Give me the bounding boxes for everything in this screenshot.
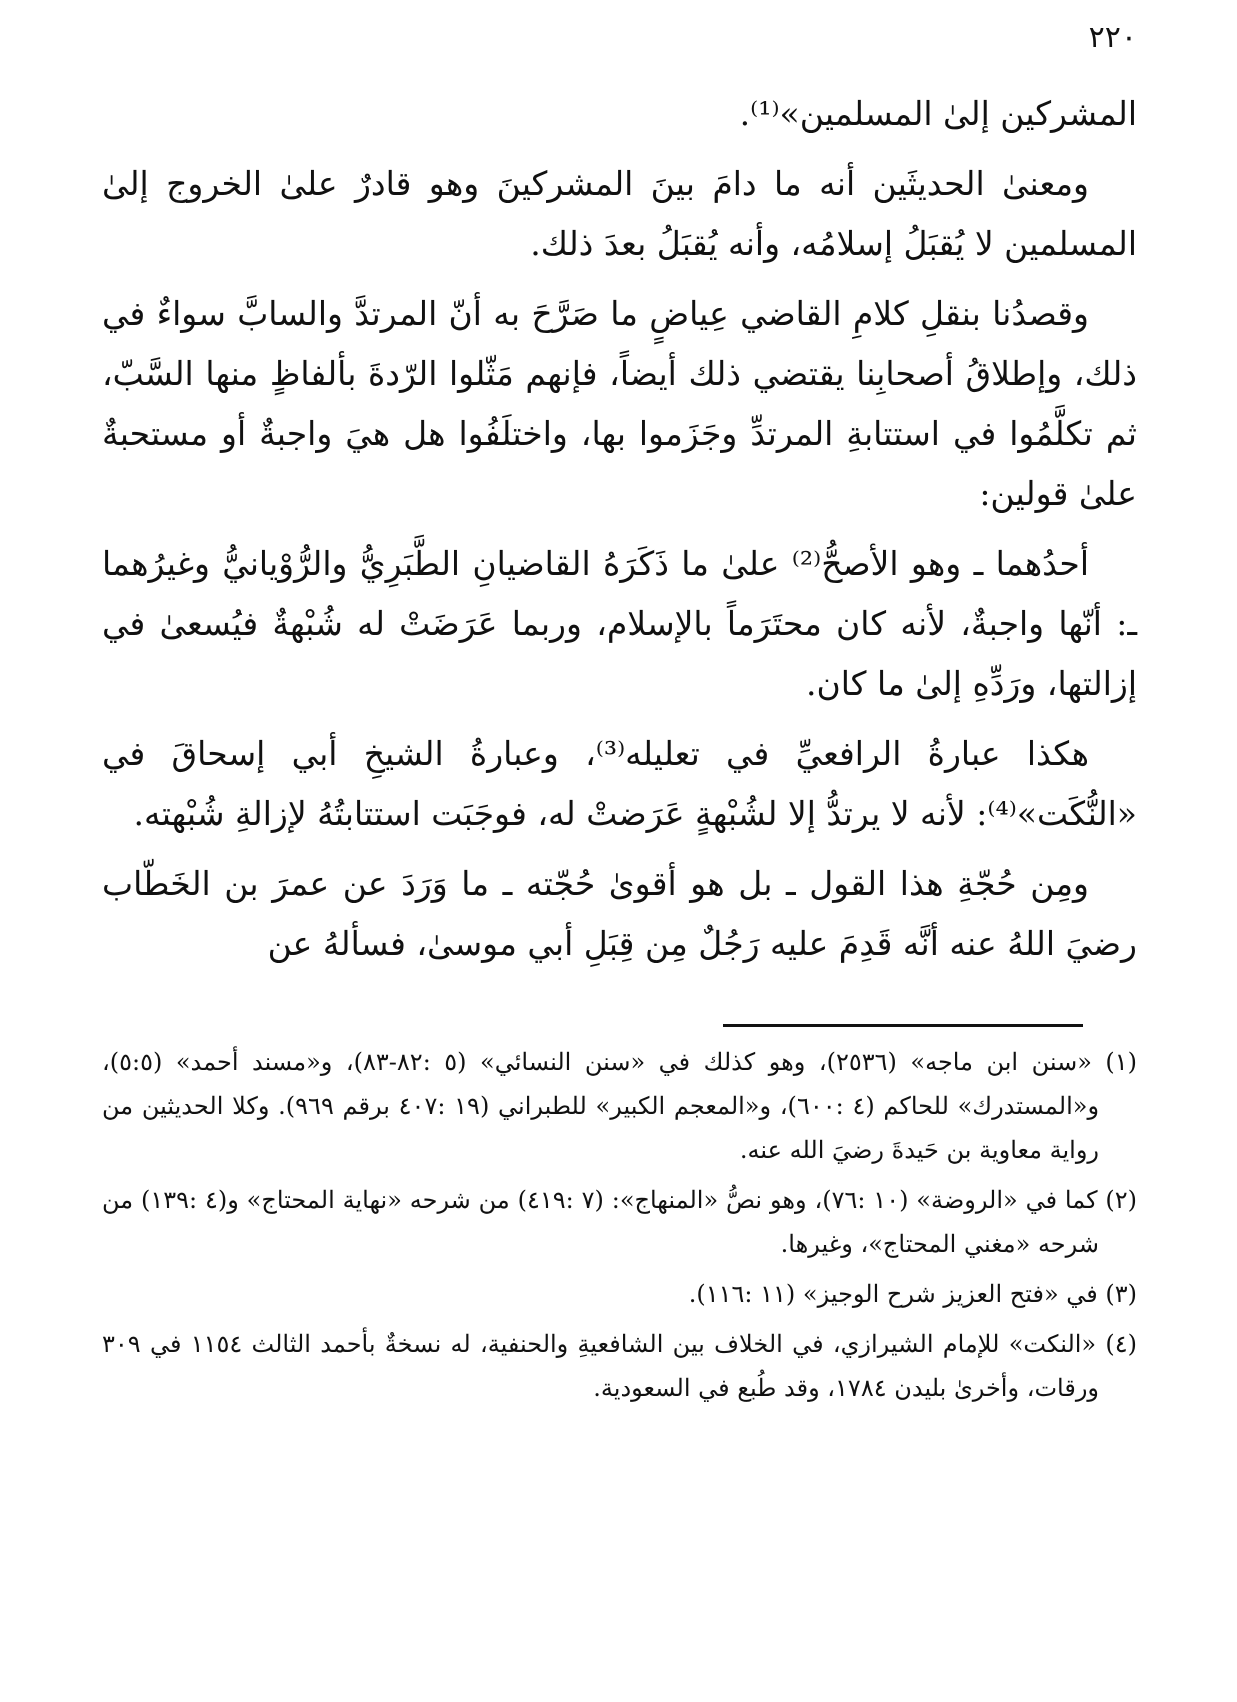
paragraph-4: أحدُهما ـ وهو الأصحُّ⁽²⁾ علىٰ ما ذَكَرَهُ القاضيانِ الطَّبَرِيُّ والرُّوْيانيُّ وغيرُهما ـ: أنّها واجبةٌ، لأنه كان محتَرَماً بالإسلام، وربما عَرَضَتْ له شُبْهةٌ فيُسعىٰ في إزالتها، ورَدِّهِ إلىٰ ما كان. xyxy=(102,544,1137,703)
paragraph-5: هكذا عبارةُ الرافعيِّ في تعليله⁽³⁾، وعبارةُ الشيخِ أبي إسحاقَ في «النُّكَت»⁽⁴⁾: لأنه لا يرتدُّ إلا لشُبْهةٍ عَرَضتْ له، فوجَبَت استتابتُهُ لإزالةِ شُبْهته. xyxy=(102,734,1137,833)
paragraph-2: ومعنىٰ الحديثَين أنه ما دامَ بينَ المشركينَ وهو قادرٌ علىٰ الخروج إلىٰ المسلمين لا يُقبَلُ إسلامُه، وأنه يُقبَلُ بعدَ ذلك. xyxy=(102,164,1137,263)
footnote-1: (١) «سنن ابن ماجه» (٢٥٣٦)، وهو كذلك في «سنن النسائي» (٥ :٨٢-٨٣)، و«مسند أحمد» (٥:٥)، و«المستدرك» للحاكم (٤ :٦٠٠)، و«المعجم الكبير» للطبراني (١٩ :٤٠٧ برقم ٩٦٩). وكلا الحديثين من رواية معاوية بن حَيدةَ رضيَ الله عنه. xyxy=(102,1048,1138,1164)
paragraph-1: المشركين إلىٰ المسلمين»⁽¹⁾. xyxy=(739,94,1137,133)
paragraph-6: ومِن حُجّةِ هذا القول ـ بل هو أقوىٰ حُجّته ـ ما وَرَدَ عن عمرَ بن الخَطّاب رضيَ اللهُ عنه أنَّه قَدِمَ عليه رَجُلٌ مِن قِبَلِ أبي موسىٰ، فسألهُ عن xyxy=(102,864,1137,963)
paragraph-3: وقصدُنا بنقلِ كلامِ القاضي عِياضٍ ما صَرَّحَ به أنّ المرتدَّ والسابَّ سواءٌ في ذلك، وإطلاقُ أصحابِنا يقتضي ذلك أيضاً، فإنهم مَثّلوا الرّدةَ بألفاظٍ منها السَّبّ، ثم تكلَّمُوا في استتابةِ المرتدِّ وجَزَموا بها، واختلَفُوا هل هيَ واجبةٌ أو مستحبةٌ علىٰ قولين: xyxy=(102,294,1137,513)
footnote-4: (٤) «النكت» للإمام الشيرازي، في الخلاف بين الشافعيةِ والحنفية، له نسخةٌ بأحمد الثالث ١١٥٤ في ٣٠٩ ورقات، وأخرىٰ بليدن ١٧٨٤، وقد طُبع في السعودية. xyxy=(102,1330,1138,1402)
page-number: ٢٢٠ xyxy=(1088,20,1137,55)
footnote-divider xyxy=(723,1024,1083,1027)
main-text xyxy=(102,84,1137,984)
footnote-2: (٢) كما في «الروضة» (١٠ :٧٦)، وهو نصُّ «المنهاج»: (٧ :٤١٩) من شرحه «نهاية المحتاج» و(٤ :١٣٩) من شرحه «مغني المحتاج»، وغيرها. xyxy=(102,1186,1138,1258)
footnote-3: (٣) في «فتح العزيز شرح الوجيز» (١١ :١١٦). xyxy=(688,1280,1137,1308)
footnotes xyxy=(102,1040,1137,1416)
